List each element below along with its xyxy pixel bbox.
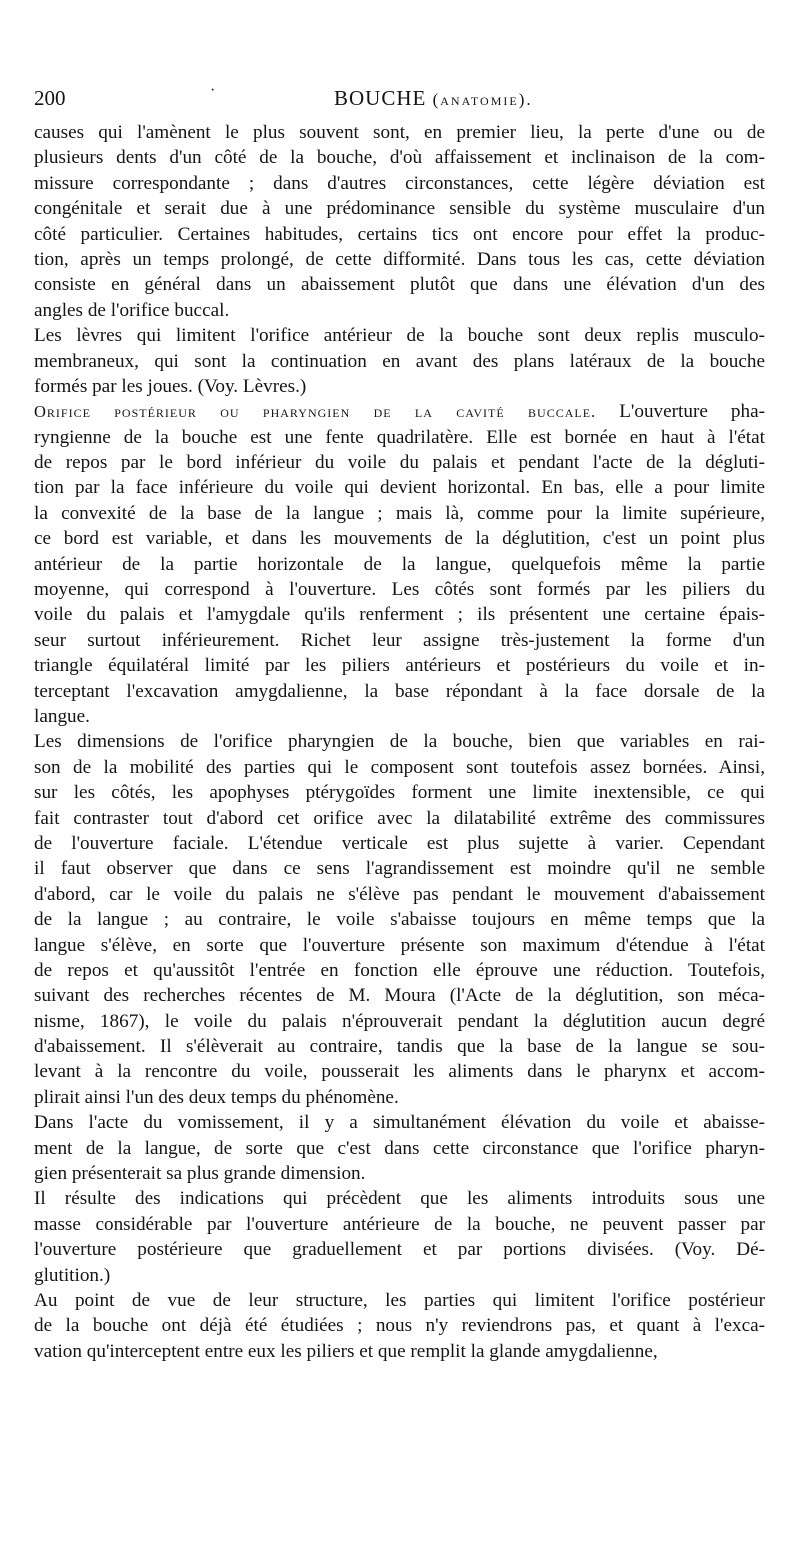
text-line: d'abaissement. Il s'élèverait au contraire, tandis que la base de la langue se sou- xyxy=(34,1036,765,1058)
text-line: consiste en général dans un abaissement plutôt que dans une élévation d'un des xyxy=(34,274,765,296)
text-line: formés par les joues. (Voy. Lèvres.) xyxy=(34,375,307,397)
text-line: ce bord est variable, et dans les mouvements de la déglutition, c'est un point plus xyxy=(34,528,765,550)
text-line: de repos par le bord inférieur du voile du palais et pendant l'acte de la dégluti- xyxy=(34,452,765,474)
paragraph xyxy=(34,120,765,323)
text-line: langue s'élève, en sorte que l'ouverture présente son maximum d'étendue à l'état xyxy=(34,934,765,956)
text-line: triangle équilatéral limité par les piliers antérieurs et postérieurs du voile et in- xyxy=(34,655,765,677)
paragraph xyxy=(34,1288,765,1364)
text-line: membraneux, qui sont la continuation en avant des plans latéraux de la bouche xyxy=(34,350,765,372)
text-line: angles de l'orifice buccal. xyxy=(34,299,230,321)
text-line xyxy=(34,399,765,424)
text-line: de la bouche ont déjà été étudiées ; nous n'y reviendrons pas, et quant à l'exca- xyxy=(34,1315,765,1337)
text-line: Il résulte des indications qui précèdent que les aliments introduits sous une xyxy=(34,1188,765,1210)
text-line: suivant des recherches récentes de M. Moura (l'Acte de la déglutition, son méca- xyxy=(34,985,765,1007)
text-line: masse considérable par l'ouverture antérieure de la bouche, ne peuvent passer par xyxy=(34,1213,765,1235)
text-line: de repos et qu'aussitôt l'entrée en fonction elle éprouve une réduction. Toutefois, xyxy=(34,959,765,981)
section-heading: Orifice postérieur ou pharyngien de la cavité buccale. xyxy=(34,402,597,422)
text-line: de la langue ; au contraire, le voile s'abaisse toujours en même temps que la xyxy=(34,909,765,931)
text-line: Dans l'acte du vomissement, il y a simultanément élévation du voile et abaisse- xyxy=(34,1112,765,1134)
text-line: d'abord, car le voile du palais ne s'élève pas pendant le mouvement d'abaissement xyxy=(34,883,765,905)
text-line: langue. xyxy=(34,705,90,727)
text-line: la convexité de la base de la langue ; mais là, comme pour la limite supérieure, xyxy=(34,502,765,524)
running-title xyxy=(334,86,533,111)
header-dot: · xyxy=(210,82,216,99)
text-line: Au point de vue de leur structure, les parties qui limitent l'orifice postérieur xyxy=(34,1289,765,1311)
text-line: voile du palais et l'amygdale qu'ils renferment ; ils présentent une certaine épais- xyxy=(34,604,765,626)
text-line: fait contraster tout d'abord cet orifice avec la dilatabilité extrême des commissures xyxy=(34,807,765,829)
text-line: moyenne, qui correspond à l'ouverture. Les côtés sont formés par les piliers du xyxy=(34,579,765,601)
text-line: ment de la langue, de sorte que c'est dans cette circonstance que l'orifice pharyn- xyxy=(34,1137,765,1159)
page-body xyxy=(34,120,765,1364)
paragraph xyxy=(34,323,765,399)
text-line: antérieur de la partie horizontale de la langue, quelquefois même la partie xyxy=(34,553,765,575)
text-line: terceptant l'excavation amygdalienne, la base répondant à la face dorsale de la xyxy=(34,680,765,702)
paragraph xyxy=(34,1110,765,1186)
page-number: 200 xyxy=(34,86,66,110)
text-line: côté particulier. Certaines habitudes, certains tics ont encore pour effet la produc- xyxy=(34,223,765,245)
text-line: tion, après un temps prolongé, de cette difformité. Dans tous les cas, cette déviation xyxy=(34,248,765,270)
text-line: plusieurs dents d'un côté de la bouche, d'où affaissement et inclinaison de la com- xyxy=(34,147,765,169)
text-line: congénitale et serait due à une prédominance sensible du système musculaire d'un xyxy=(34,198,765,220)
heading-continuation: L'ouverture pha- xyxy=(596,401,765,423)
text-line: plirait ainsi l'un des deux temps du phénomène. xyxy=(34,1086,399,1108)
text-line: il faut observer que dans ce sens l'agrandissement est moindre qu'il ne semble xyxy=(34,858,765,880)
text-line: de l'ouverture faciale. L'étendue verticale est plus sujette à varier. Cependant xyxy=(34,832,765,854)
text-line: seur surtout inférieurement. Richet leur assigne très-justement la forme d'un xyxy=(34,629,765,651)
text-line: Les dimensions de l'orifice pharyngien de la bouche, bien que variables en rai- xyxy=(34,731,765,753)
paragraph xyxy=(34,1186,765,1288)
text-line: nisme, 1867), le voile du palais n'éprouverait pendant la déglutition aucun degré xyxy=(34,1010,765,1032)
text-line: gien présenterait sa plus grande dimension. xyxy=(34,1163,366,1185)
text-line: Les lèvres qui limitent l'orifice antérieur de la bouche sont deux replis musculo- xyxy=(34,325,765,347)
text-line: sur les côtés, les apophyses ptérygoïdes forment une limite inextensible, ce qui xyxy=(34,782,765,804)
paragraph xyxy=(34,729,765,1110)
running-header xyxy=(34,82,764,116)
running-title-main: BOUCHE xyxy=(334,86,427,110)
paragraph xyxy=(34,399,765,729)
text-line: glutition.) xyxy=(34,1264,111,1286)
text-line: ryngienne de la bouche est une fente quadrilatère. Elle est bornée en haut à l'état xyxy=(34,426,765,448)
text-line: tion par la face inférieure du voile qui devient horizontal. En bas, elle a pour limite xyxy=(34,477,765,499)
text-line: causes qui l'amènent le plus souvent sont, en premier lieu, la perte d'une ou de xyxy=(34,122,765,143)
text-line: l'ouverture postérieure que graduellement et par portions divisées. (Voy. Dé- xyxy=(34,1239,765,1261)
running-title-section: (anatomie). xyxy=(432,90,533,109)
text-line: son de la mobilité des parties qui le composent sont toutefois assez bornées. Ainsi, xyxy=(34,756,765,778)
text-line: levant à la rencontre du voile, pousserait les aliments dans le pharynx et accom- xyxy=(34,1061,765,1083)
text-line: missure correspondante ; dans d'autres circonstances, cette légère déviation est xyxy=(34,172,765,194)
text-line: vation qu'interceptent entre eux les piliers et que remplit la glande amygdalienne, xyxy=(34,1340,658,1362)
